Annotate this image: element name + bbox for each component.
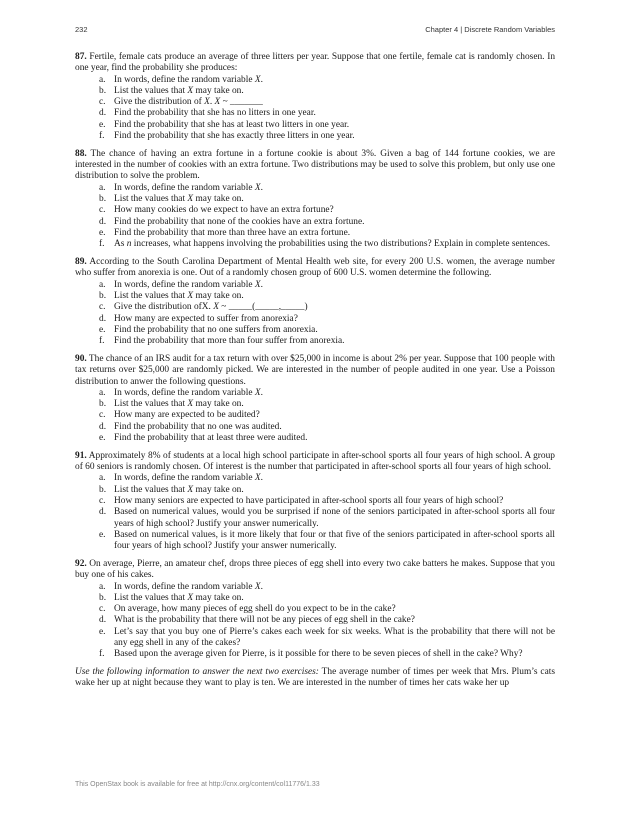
sub-question-text: List the values that X may take on. xyxy=(114,399,244,410)
sub-question xyxy=(75,325,555,336)
sub-question-text: Based on numerical values, would you be surprised if none of the seniors participated in after-school sports all four years of high school? Justify your answer numerically. xyxy=(114,507,555,529)
sub-question-letter: d. xyxy=(99,615,107,626)
sub-question-letter: b. xyxy=(99,194,107,205)
sub-question-text: On average, how many pieces of egg shell do you expect to be in the cake? xyxy=(114,604,396,615)
sub-question-text: List the values that X may take on. xyxy=(114,194,244,205)
sub-question-text: Find the probability that at least three were audited. xyxy=(114,433,308,443)
exercise-stem-text: The chance of an IRS audit for a tax return with over $25,000 in income is about 2% per year. Suppose that 100 people with tax returns over $25,000 are randomly picked. We are interested in the number of people audited in one year. Use a Poisson distribution to anwer the following questions. xyxy=(75,353,555,387)
exercise-number: 87. xyxy=(75,52,87,62)
sub-question-letter: d. xyxy=(99,507,107,518)
sub-question-text: In words, define the random variable X. xyxy=(114,387,263,398)
sub-question-letter: a. xyxy=(99,387,106,398)
sub-question-list xyxy=(75,75,555,143)
sub-question-letter: a. xyxy=(99,182,106,193)
sub-question-text: Find the probability that she has exactly three litters in one year. xyxy=(114,131,355,142)
exercise-89 xyxy=(75,257,555,347)
sub-question-letter: b. xyxy=(99,399,107,410)
sub-question-letter: c. xyxy=(99,604,106,615)
sub-question xyxy=(75,131,555,142)
sub-question-letter: a. xyxy=(99,279,106,290)
sub-question-text: Based upon the average given for Pierre, is it possible for there to be seven pieces of shell in the cake? Why? xyxy=(114,649,523,660)
exercise-number: 90. xyxy=(75,353,87,364)
sub-question-letter: e. xyxy=(99,119,106,130)
sub-question-letter: b. xyxy=(99,592,107,603)
sub-question-list xyxy=(75,280,555,348)
sub-question-text: How many seniors are expected to have participated in after-school sports all four years of high school? xyxy=(114,495,504,506)
sub-question xyxy=(75,75,555,86)
sub-question-text: Find the probability that she has at least two litters in one year. xyxy=(114,119,350,130)
exercise-stem-text: On average, Pierre, an amateur chef, drops three pieces of egg shell into every two cake batters he makes. Suppose that you buy one of his cakes. xyxy=(75,558,555,581)
sub-question-letter: e. xyxy=(99,227,106,238)
sub-question-text: As n increases, what happens involving the probabilities using the two distributions? Explain in complete sentences. xyxy=(114,239,551,250)
sub-question-letter: a. xyxy=(99,473,106,484)
sub-question xyxy=(75,217,555,228)
sub-question-text: Give the distribution of X. X ~ _______ xyxy=(114,97,263,108)
sub-question-text: In words, define the random variable X. xyxy=(114,74,263,85)
sub-question-text: What is the probability that there will not be any pieces of egg shell in the cake? xyxy=(114,615,415,626)
sub-question-letter: b. xyxy=(99,484,107,495)
sub-question xyxy=(75,530,555,553)
exercise-88 xyxy=(75,149,555,251)
exercise-stem xyxy=(75,149,555,183)
sub-question-text: Based on numerical values, is it more likely that four or that five of the seniors participated in after-school sports all four years of high school? Justify your answer numerically. xyxy=(114,529,555,552)
sub-question-letter: f. xyxy=(99,239,105,250)
sub-question xyxy=(75,615,555,626)
sub-question xyxy=(75,473,555,484)
sub-question-letter: e. xyxy=(99,433,106,443)
sub-question-letter: c. xyxy=(99,410,106,421)
page-footer: This OpenStax book is available for free at http://cnx.org/content/col11776/1.33 xyxy=(75,781,320,788)
sub-question-text: Find the probability that no one was audited. xyxy=(114,421,282,432)
sub-question xyxy=(75,228,555,239)
sub-question-letter: c. xyxy=(99,97,106,108)
exercise-stem-text: The chance of having an extra fortune in a fortune cookie is about 3%. Given a bag of 144 fortune cookies, we are interested in the number of cookies with an extra fortune. Two distributions may be used to solve this problem, but only use one distribution to solve the problem. xyxy=(75,148,555,182)
exercise-stem-text: According to the South Carolina Department of Mental Health web site, for every 200 U.S. women, the average number who suffer from anorexia is one. Out of a randomly chosen group of 600 U.S. women determine the following. xyxy=(75,257,555,279)
sub-question-letter: f. xyxy=(99,131,105,142)
exercise-number: 89. xyxy=(75,257,87,268)
sub-question xyxy=(75,302,555,313)
sub-question xyxy=(75,604,555,615)
chapter-title: Chapter 4 | Discrete Random Variables xyxy=(425,25,555,34)
sub-question xyxy=(75,120,555,131)
sub-question-letter: a. xyxy=(99,74,106,85)
exercise-number: 92. xyxy=(75,558,87,569)
sub-question-text: Find the probability that none of the cookies have an extra fortune. xyxy=(114,216,365,227)
sub-question-list xyxy=(75,582,555,661)
sub-question xyxy=(75,108,555,119)
sub-question-text: In words, define the random variable X. xyxy=(114,182,263,193)
sub-question-text: How many cookies do we expect to have an extra fortune? xyxy=(114,205,334,216)
exercise-stem xyxy=(75,354,555,388)
sub-question xyxy=(75,314,555,325)
sub-question xyxy=(75,507,555,530)
sub-question xyxy=(75,593,555,604)
exercise-number: 88. xyxy=(75,148,87,159)
sub-question xyxy=(75,410,555,421)
sub-question-text: List the values that X may take on. xyxy=(114,85,244,96)
sub-question-text: In words, define the random variable X. xyxy=(114,581,263,592)
sub-question xyxy=(75,582,555,593)
sub-question-text: Find the probability that no one suffers from anorexia. xyxy=(114,324,318,335)
exercise-92 xyxy=(75,559,555,661)
intro-text: The average number of times per week that Mrs. Plum’s cats wake her up at night because they want to play is ten. We are interested in the number of times her cats wake her up xyxy=(75,667,555,689)
sub-question-letter: f. xyxy=(99,649,105,660)
sub-question-letter: d. xyxy=(99,421,107,432)
sub-question-text: List the values that X may take on. xyxy=(114,592,244,603)
exercise-stem-text: Approximately 8% of students at a local high school participate in after-school sports all four years of high school. A group of 60 seniors is randomly chosen. Of interest is the number that participated in after-school sports all four years of high school. xyxy=(75,450,555,473)
sub-question xyxy=(75,399,555,410)
sub-question-letter: b. xyxy=(99,85,107,96)
sub-question xyxy=(75,336,555,347)
sub-question-letter: e. xyxy=(99,529,106,540)
sub-question-letter: a. xyxy=(99,581,106,592)
page-number: 232 xyxy=(75,25,88,34)
sub-question-text: List the values that X may take on. xyxy=(114,484,244,495)
sub-question xyxy=(75,485,555,496)
sub-question xyxy=(75,627,555,650)
exercise-number: 91. xyxy=(75,450,87,461)
sub-question xyxy=(75,194,555,205)
sub-question-text: Let’s say that you buy one of Pierre’s cakes each week for six weeks. What is the probability that there will not be any egg shell in any of the cakes? xyxy=(114,626,555,649)
exercise-stem xyxy=(75,52,555,75)
sub-question xyxy=(75,433,555,444)
sub-question xyxy=(75,97,555,108)
exercise-stem-text: Fertile, female cats produce an average of three litters per year. Suppose that one fertile, female cat is randomly chosen. In one year, find the probability she produces: xyxy=(75,52,556,74)
sub-question-text: List the values that X may take on. xyxy=(114,290,244,301)
sub-question-letter: d. xyxy=(99,313,107,324)
sub-question xyxy=(75,86,555,97)
exercise-87 xyxy=(75,52,555,142)
sub-question xyxy=(75,291,555,302)
sub-question-letter: d. xyxy=(99,108,107,119)
exercise-stem xyxy=(75,559,555,582)
exercise-list xyxy=(75,52,555,690)
sub-question-letter: b. xyxy=(99,290,107,301)
sub-question-letter: e. xyxy=(99,626,106,637)
sub-question-text: Find the probability that more than four suffer from anorexia. xyxy=(114,336,345,347)
sub-question-list xyxy=(75,388,555,444)
sub-question-list xyxy=(75,473,555,552)
sub-question-letter: c. xyxy=(99,205,106,216)
sub-question xyxy=(75,496,555,507)
sub-question-text: In words, define the random variable X. xyxy=(114,473,263,484)
sub-question xyxy=(75,422,555,433)
sub-question-text: Give the distribution ofX. X ~ _____(_____,_____) xyxy=(114,302,308,313)
sub-question-text: In words, define the random variable X. xyxy=(114,279,263,290)
exercise-stem xyxy=(75,257,555,280)
sub-question-list xyxy=(75,183,555,251)
exercise-90 xyxy=(75,354,555,444)
sub-question-letter: f. xyxy=(99,336,105,347)
sub-question-text: Find the probability that she has no litters in one year. xyxy=(114,108,316,119)
sub-question xyxy=(75,239,555,250)
exercise-stem xyxy=(75,451,555,474)
sub-question-letter: e. xyxy=(99,324,106,335)
sub-question xyxy=(75,205,555,216)
intro-lead: Use the following information to answer the next two exercises: xyxy=(75,667,319,678)
sub-question xyxy=(75,280,555,291)
sub-question-letter: c. xyxy=(99,302,106,313)
sub-question xyxy=(75,183,555,194)
next-exercises-intro xyxy=(75,667,555,690)
sub-question xyxy=(75,388,555,399)
sub-question-letter: d. xyxy=(99,216,107,227)
sub-question xyxy=(75,649,555,660)
sub-question-text: Find the probability that more than three have an extra fortune. xyxy=(114,227,351,238)
sub-question-letter: c. xyxy=(99,495,106,506)
sub-question-text: How many are expected to suffer from anorexia? xyxy=(114,313,298,324)
exercise-91 xyxy=(75,451,555,553)
sub-question-text: How many are expected to be audited? xyxy=(114,410,260,421)
